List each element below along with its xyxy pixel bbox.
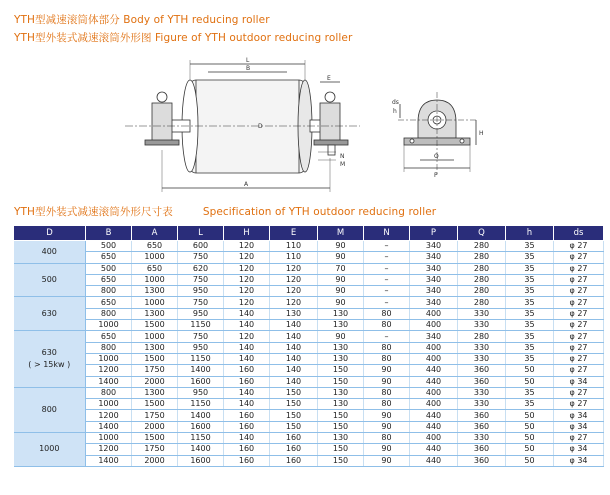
- table-cell: 120: [224, 331, 270, 342]
- diameter-cell: [14, 387, 86, 432]
- table-cell: 1200: [86, 444, 132, 455]
- table-cell: φ 27: [554, 320, 604, 331]
- table-cell: 110: [270, 252, 318, 263]
- table-cell: 150: [270, 410, 318, 421]
- table-cell: 950: [178, 387, 224, 398]
- table-cell: 2000: [132, 455, 178, 466]
- table-cell: 160: [224, 421, 270, 432]
- table-cell: 750: [178, 252, 224, 263]
- table-cell: φ 27: [554, 353, 604, 364]
- table-cell: 800: [86, 342, 132, 353]
- table-cell: φ 27: [554, 308, 604, 319]
- table-cell: 35: [506, 286, 554, 297]
- column-header: P: [410, 226, 458, 241]
- table-cell: 360: [458, 421, 506, 432]
- table-row: [14, 387, 604, 398]
- table-cell: 1150: [178, 320, 224, 331]
- table-cell: 1150: [178, 399, 224, 410]
- table-cell: φ 27: [554, 274, 604, 285]
- table-cell: 280: [458, 286, 506, 297]
- table-cell: 90: [364, 376, 410, 387]
- table-cell: 150: [270, 387, 318, 398]
- table-cell: 1300: [132, 342, 178, 353]
- diameter-value: 400: [41, 246, 57, 256]
- table-cell: –: [364, 331, 410, 342]
- diameter-cell: [14, 241, 86, 264]
- table-cell: 330: [458, 399, 506, 410]
- table-cell: 120: [224, 286, 270, 297]
- table-cell: 140: [224, 320, 270, 331]
- table-cell: 280: [458, 241, 506, 252]
- column-header: B: [86, 226, 132, 241]
- table-cell: 400: [410, 433, 458, 444]
- diameter-cell: [14, 297, 86, 331]
- table-row: [14, 444, 604, 455]
- table-cell: 800: [86, 387, 132, 398]
- table-cell: 600: [178, 241, 224, 252]
- table-cell: 80: [364, 399, 410, 410]
- table-row: [14, 399, 604, 410]
- svg-text:B: B: [246, 65, 251, 72]
- table-cell: 1200: [86, 410, 132, 421]
- table-cell: 1000: [86, 353, 132, 364]
- table-cell: 150: [270, 421, 318, 432]
- table-cell: 130: [318, 387, 364, 398]
- table-cell: 140: [224, 387, 270, 398]
- table-row: [14, 410, 604, 421]
- table-cell: 950: [178, 308, 224, 319]
- table-cell: 35: [506, 241, 554, 252]
- table-cell: 120: [270, 286, 318, 297]
- table-cell: 110: [270, 241, 318, 252]
- diameter-cell: [14, 433, 86, 467]
- table-cell: 50: [506, 376, 554, 387]
- table-cell: 800: [86, 308, 132, 319]
- table-cell: 120: [270, 297, 318, 308]
- table-cell: 50: [506, 433, 554, 444]
- table-cell: 950: [178, 286, 224, 297]
- table-cell: 150: [318, 455, 364, 466]
- table-cell: 120: [224, 252, 270, 263]
- table-cell: 160: [224, 410, 270, 421]
- table-cell: 500: [86, 263, 132, 274]
- table-cell: 50: [506, 444, 554, 455]
- table-cell: 140: [270, 376, 318, 387]
- table-cell: 120: [224, 297, 270, 308]
- diameter-value: 1000: [39, 444, 60, 454]
- table-cell: 120: [224, 274, 270, 285]
- table-cell: φ 27: [554, 433, 604, 444]
- table-cell: 1300: [132, 308, 178, 319]
- table-cell: 150: [318, 410, 364, 421]
- table-cell: 1750: [132, 410, 178, 421]
- table-cell: 1500: [132, 353, 178, 364]
- table-cell: 160: [270, 444, 318, 455]
- table-cell: 400: [410, 353, 458, 364]
- table-cell: 120: [270, 274, 318, 285]
- table-cell: 160: [224, 455, 270, 466]
- table-cell: 1600: [178, 376, 224, 387]
- table-cell: 440: [410, 455, 458, 466]
- table-cell: 160: [270, 433, 318, 444]
- table-cell: 120: [270, 263, 318, 274]
- table-cell: 130: [318, 308, 364, 319]
- table-cell: 90: [364, 410, 410, 421]
- svg-text:P: P: [434, 172, 438, 179]
- svg-text:L: L: [246, 57, 250, 64]
- spec-table: [13, 225, 604, 467]
- table-row: [14, 376, 604, 387]
- spec-title-cn: YTH型外装式减速滚筒外形尺寸表: [14, 206, 173, 218]
- table-cell: 130: [318, 399, 364, 410]
- body-title: YTH型减速滚筒体部分 Body of YTH reducing roller: [14, 14, 270, 26]
- table-cell: –: [364, 252, 410, 263]
- table-cell: 330: [458, 308, 506, 319]
- table-cell: 140: [224, 308, 270, 319]
- table-cell: 50: [506, 421, 554, 432]
- table-cell: 650: [86, 297, 132, 308]
- figure-title: YTH型外装式减速滚筒外形图 Figure of YTH outdoor reducing roller: [14, 32, 353, 44]
- table-cell: φ 27: [554, 399, 604, 410]
- table-row: [14, 286, 604, 297]
- table-cell: 1750: [132, 444, 178, 455]
- table-cell: 140: [224, 399, 270, 410]
- table-cell: 750: [178, 331, 224, 342]
- spec-title-en: Specification of YTH outdoor reducing roller: [202, 206, 437, 218]
- table-cell: 650: [132, 241, 178, 252]
- table-cell: 1400: [178, 410, 224, 421]
- table-cell: 280: [458, 263, 506, 274]
- table-row: [14, 241, 604, 252]
- table-cell: 330: [458, 433, 506, 444]
- table-cell: 35: [506, 274, 554, 285]
- table-cell: 330: [458, 387, 506, 398]
- table-cell: –: [364, 286, 410, 297]
- table-cell: 360: [458, 376, 506, 387]
- table-cell: 1400: [178, 365, 224, 376]
- table-cell: 1000: [86, 320, 132, 331]
- table-cell: 90: [364, 365, 410, 376]
- table-cell: 330: [458, 353, 506, 364]
- table-cell: φ 27: [554, 365, 604, 376]
- table-cell: 35: [506, 308, 554, 319]
- diameter-value: 630: [41, 308, 57, 318]
- diameter-cell: [14, 263, 86, 297]
- column-header: ds: [554, 226, 604, 241]
- table-row: [14, 433, 604, 444]
- table-cell: 140: [270, 320, 318, 331]
- table-cell: φ 27: [554, 241, 604, 252]
- table-cell: 1000: [86, 399, 132, 410]
- svg-text:E: E: [327, 75, 331, 82]
- table-cell: 140: [224, 353, 270, 364]
- table-cell: 35: [506, 387, 554, 398]
- table-cell: φ 27: [554, 331, 604, 342]
- table-cell: –: [364, 274, 410, 285]
- table-cell: 1000: [132, 252, 178, 263]
- table-cell: 70: [318, 263, 364, 274]
- table-cell: φ 27: [554, 387, 604, 398]
- table-cell: 650: [86, 252, 132, 263]
- drum-side-view: [125, 60, 360, 192]
- table-cell: 1500: [132, 320, 178, 331]
- table-cell: 1000: [132, 331, 178, 342]
- table-cell: 360: [458, 444, 506, 455]
- table-cell: 340: [410, 297, 458, 308]
- column-header: h: [506, 226, 554, 241]
- column-header: N: [364, 226, 410, 241]
- table-cell: 140: [224, 342, 270, 353]
- table-cell: 130: [318, 320, 364, 331]
- table-cell: 340: [410, 252, 458, 263]
- table-cell: φ 27: [554, 252, 604, 263]
- table-cell: 500: [86, 241, 132, 252]
- table-cell: 150: [318, 365, 364, 376]
- column-header: Q: [458, 226, 506, 241]
- table-cell: 400: [410, 387, 458, 398]
- column-header: D: [14, 226, 86, 241]
- table-cell: 160: [270, 455, 318, 466]
- table-cell: 140: [224, 433, 270, 444]
- table-cell: 1400: [86, 455, 132, 466]
- diameter-value: 500: [41, 275, 57, 285]
- table-cell: 150: [318, 444, 364, 455]
- table-cell: φ 27: [554, 342, 604, 353]
- table-row: [14, 320, 604, 331]
- table-cell: 400: [410, 399, 458, 410]
- table-cell: 440: [410, 410, 458, 421]
- table-cell: 280: [458, 297, 506, 308]
- svg-text:Q: Q: [434, 153, 439, 160]
- table-cell: φ 27: [554, 297, 604, 308]
- table-row: [14, 297, 604, 308]
- table-cell: 90: [318, 286, 364, 297]
- table-cell: 360: [458, 410, 506, 421]
- svg-text:M: M: [340, 161, 346, 168]
- table-cell: 340: [410, 241, 458, 252]
- table-cell: 280: [458, 331, 506, 342]
- table-cell: 130: [270, 308, 318, 319]
- table-row: [14, 421, 604, 432]
- table-cell: 2000: [132, 376, 178, 387]
- table-cell: φ 34: [554, 410, 604, 421]
- table-cell: 400: [410, 342, 458, 353]
- table-row: [14, 365, 604, 376]
- table-cell: 35: [506, 252, 554, 263]
- diameter-value: 800: [41, 404, 57, 414]
- column-header: E: [270, 226, 318, 241]
- table-cell: 330: [458, 342, 506, 353]
- table-cell: 35: [506, 263, 554, 274]
- table-cell: 1300: [132, 286, 178, 297]
- table-cell: 330: [458, 320, 506, 331]
- table-cell: 440: [410, 444, 458, 455]
- table-cell: 650: [86, 274, 132, 285]
- table-cell: 1750: [132, 365, 178, 376]
- table-cell: 340: [410, 286, 458, 297]
- table-cell: 1600: [178, 421, 224, 432]
- table-cell: 35: [506, 353, 554, 364]
- table-cell: 160: [224, 365, 270, 376]
- table-cell: 1000: [132, 274, 178, 285]
- table-cell: 340: [410, 274, 458, 285]
- table-cell: 35: [506, 399, 554, 410]
- table-cell: 35: [506, 342, 554, 353]
- table-cell: 130: [318, 433, 364, 444]
- table-cell: 130: [318, 353, 364, 364]
- table-cell: 1600: [178, 455, 224, 466]
- table-cell: 620: [178, 263, 224, 274]
- table-cell: 140: [270, 365, 318, 376]
- table-cell: 400: [410, 320, 458, 331]
- table-row: [14, 331, 604, 342]
- table-row: [14, 455, 604, 466]
- column-header: A: [132, 226, 178, 241]
- table-cell: 400: [410, 308, 458, 319]
- table-cell: –: [364, 263, 410, 274]
- table-cell: φ 34: [554, 455, 604, 466]
- table-cell: 50: [506, 365, 554, 376]
- spec-title: [14, 204, 436, 219]
- table-cell: 80: [364, 342, 410, 353]
- table-cell: 80: [364, 387, 410, 398]
- table-cell: 800: [86, 286, 132, 297]
- table-row: [14, 263, 604, 274]
- table-cell: 750: [178, 297, 224, 308]
- svg-text:ds: ds: [392, 99, 399, 106]
- table-cell: 160: [224, 376, 270, 387]
- table-cell: 80: [364, 320, 410, 331]
- table-cell: 280: [458, 274, 506, 285]
- table-cell: 150: [318, 421, 364, 432]
- table-cell: 80: [364, 353, 410, 364]
- table-cell: 1000: [132, 297, 178, 308]
- table-cell: 90: [364, 444, 410, 455]
- table-cell: φ 27: [554, 286, 604, 297]
- table-cell: 1400: [86, 421, 132, 432]
- table-cell: 80: [364, 433, 410, 444]
- column-header: H: [224, 226, 270, 241]
- table-cell: 90: [318, 252, 364, 263]
- table-cell: 120: [224, 241, 270, 252]
- table-cell: 440: [410, 421, 458, 432]
- table-cell: –: [364, 297, 410, 308]
- table-cell: 360: [458, 365, 506, 376]
- bearing-end-view: [398, 92, 476, 175]
- table-cell: 1000: [86, 433, 132, 444]
- table-cell: 140: [270, 342, 318, 353]
- svg-text:D: D: [258, 123, 263, 130]
- table-cell: 1300: [132, 387, 178, 398]
- table-cell: 90: [318, 331, 364, 342]
- table-row: [14, 308, 604, 319]
- table-cell: 90: [318, 297, 364, 308]
- table-cell: 35: [506, 320, 554, 331]
- table-cell: 50: [506, 455, 554, 466]
- table-cell: 1500: [132, 433, 178, 444]
- table-header-row: [14, 226, 604, 241]
- diameter-value: 630: [41, 348, 57, 358]
- table-cell: 2000: [132, 421, 178, 432]
- table-cell: –: [364, 241, 410, 252]
- svg-text:H: H: [479, 130, 484, 137]
- table-cell: 440: [410, 365, 458, 376]
- table-cell: 50: [506, 410, 554, 421]
- table-cell: φ 34: [554, 444, 604, 455]
- table-cell: 1200: [86, 365, 132, 376]
- table-cell: 360: [458, 455, 506, 466]
- column-header: M: [318, 226, 364, 241]
- table-cell: 1400: [86, 376, 132, 387]
- table-cell: 440: [410, 376, 458, 387]
- table-cell: 1400: [178, 444, 224, 455]
- table-row: [14, 342, 604, 353]
- table-cell: 150: [270, 399, 318, 410]
- diameter-value: ( > 15kw ): [28, 360, 71, 370]
- table-cell: φ 34: [554, 421, 604, 432]
- table-cell: 1150: [178, 353, 224, 364]
- table-cell: 90: [318, 241, 364, 252]
- table-row: [14, 274, 604, 285]
- diameter-cell: [14, 331, 86, 387]
- table-cell: 340: [410, 263, 458, 274]
- table-row: [14, 353, 604, 364]
- table-cell: 35: [506, 297, 554, 308]
- table-cell: 130: [318, 342, 364, 353]
- table-cell: 650: [132, 263, 178, 274]
- table-cell: 280: [458, 252, 506, 263]
- table-cell: 80: [364, 308, 410, 319]
- table-cell: 950: [178, 342, 224, 353]
- table-cell: 1150: [178, 433, 224, 444]
- table-cell: 150: [318, 376, 364, 387]
- table-cell: 35: [506, 331, 554, 342]
- svg-text:N: N: [340, 153, 345, 160]
- svg-text:A: A: [244, 181, 249, 188]
- svg-text:h: h: [393, 108, 397, 115]
- table-cell: 750: [178, 274, 224, 285]
- column-header: L: [178, 226, 224, 241]
- table-cell: 90: [318, 274, 364, 285]
- table-cell: 90: [364, 421, 410, 432]
- table-cell: 650: [86, 331, 132, 342]
- table-row: [14, 252, 604, 263]
- table-cell: 1500: [132, 399, 178, 410]
- table-cell: φ 34: [554, 376, 604, 387]
- table-cell: 160: [224, 444, 270, 455]
- table-cell: 140: [270, 331, 318, 342]
- roller-drawing: [0, 0, 610, 210]
- table-cell: 340: [410, 331, 458, 342]
- table-cell: 140: [270, 353, 318, 364]
- table-cell: 90: [364, 455, 410, 466]
- table-cell: 120: [224, 263, 270, 274]
- table-cell: φ 27: [554, 263, 604, 274]
